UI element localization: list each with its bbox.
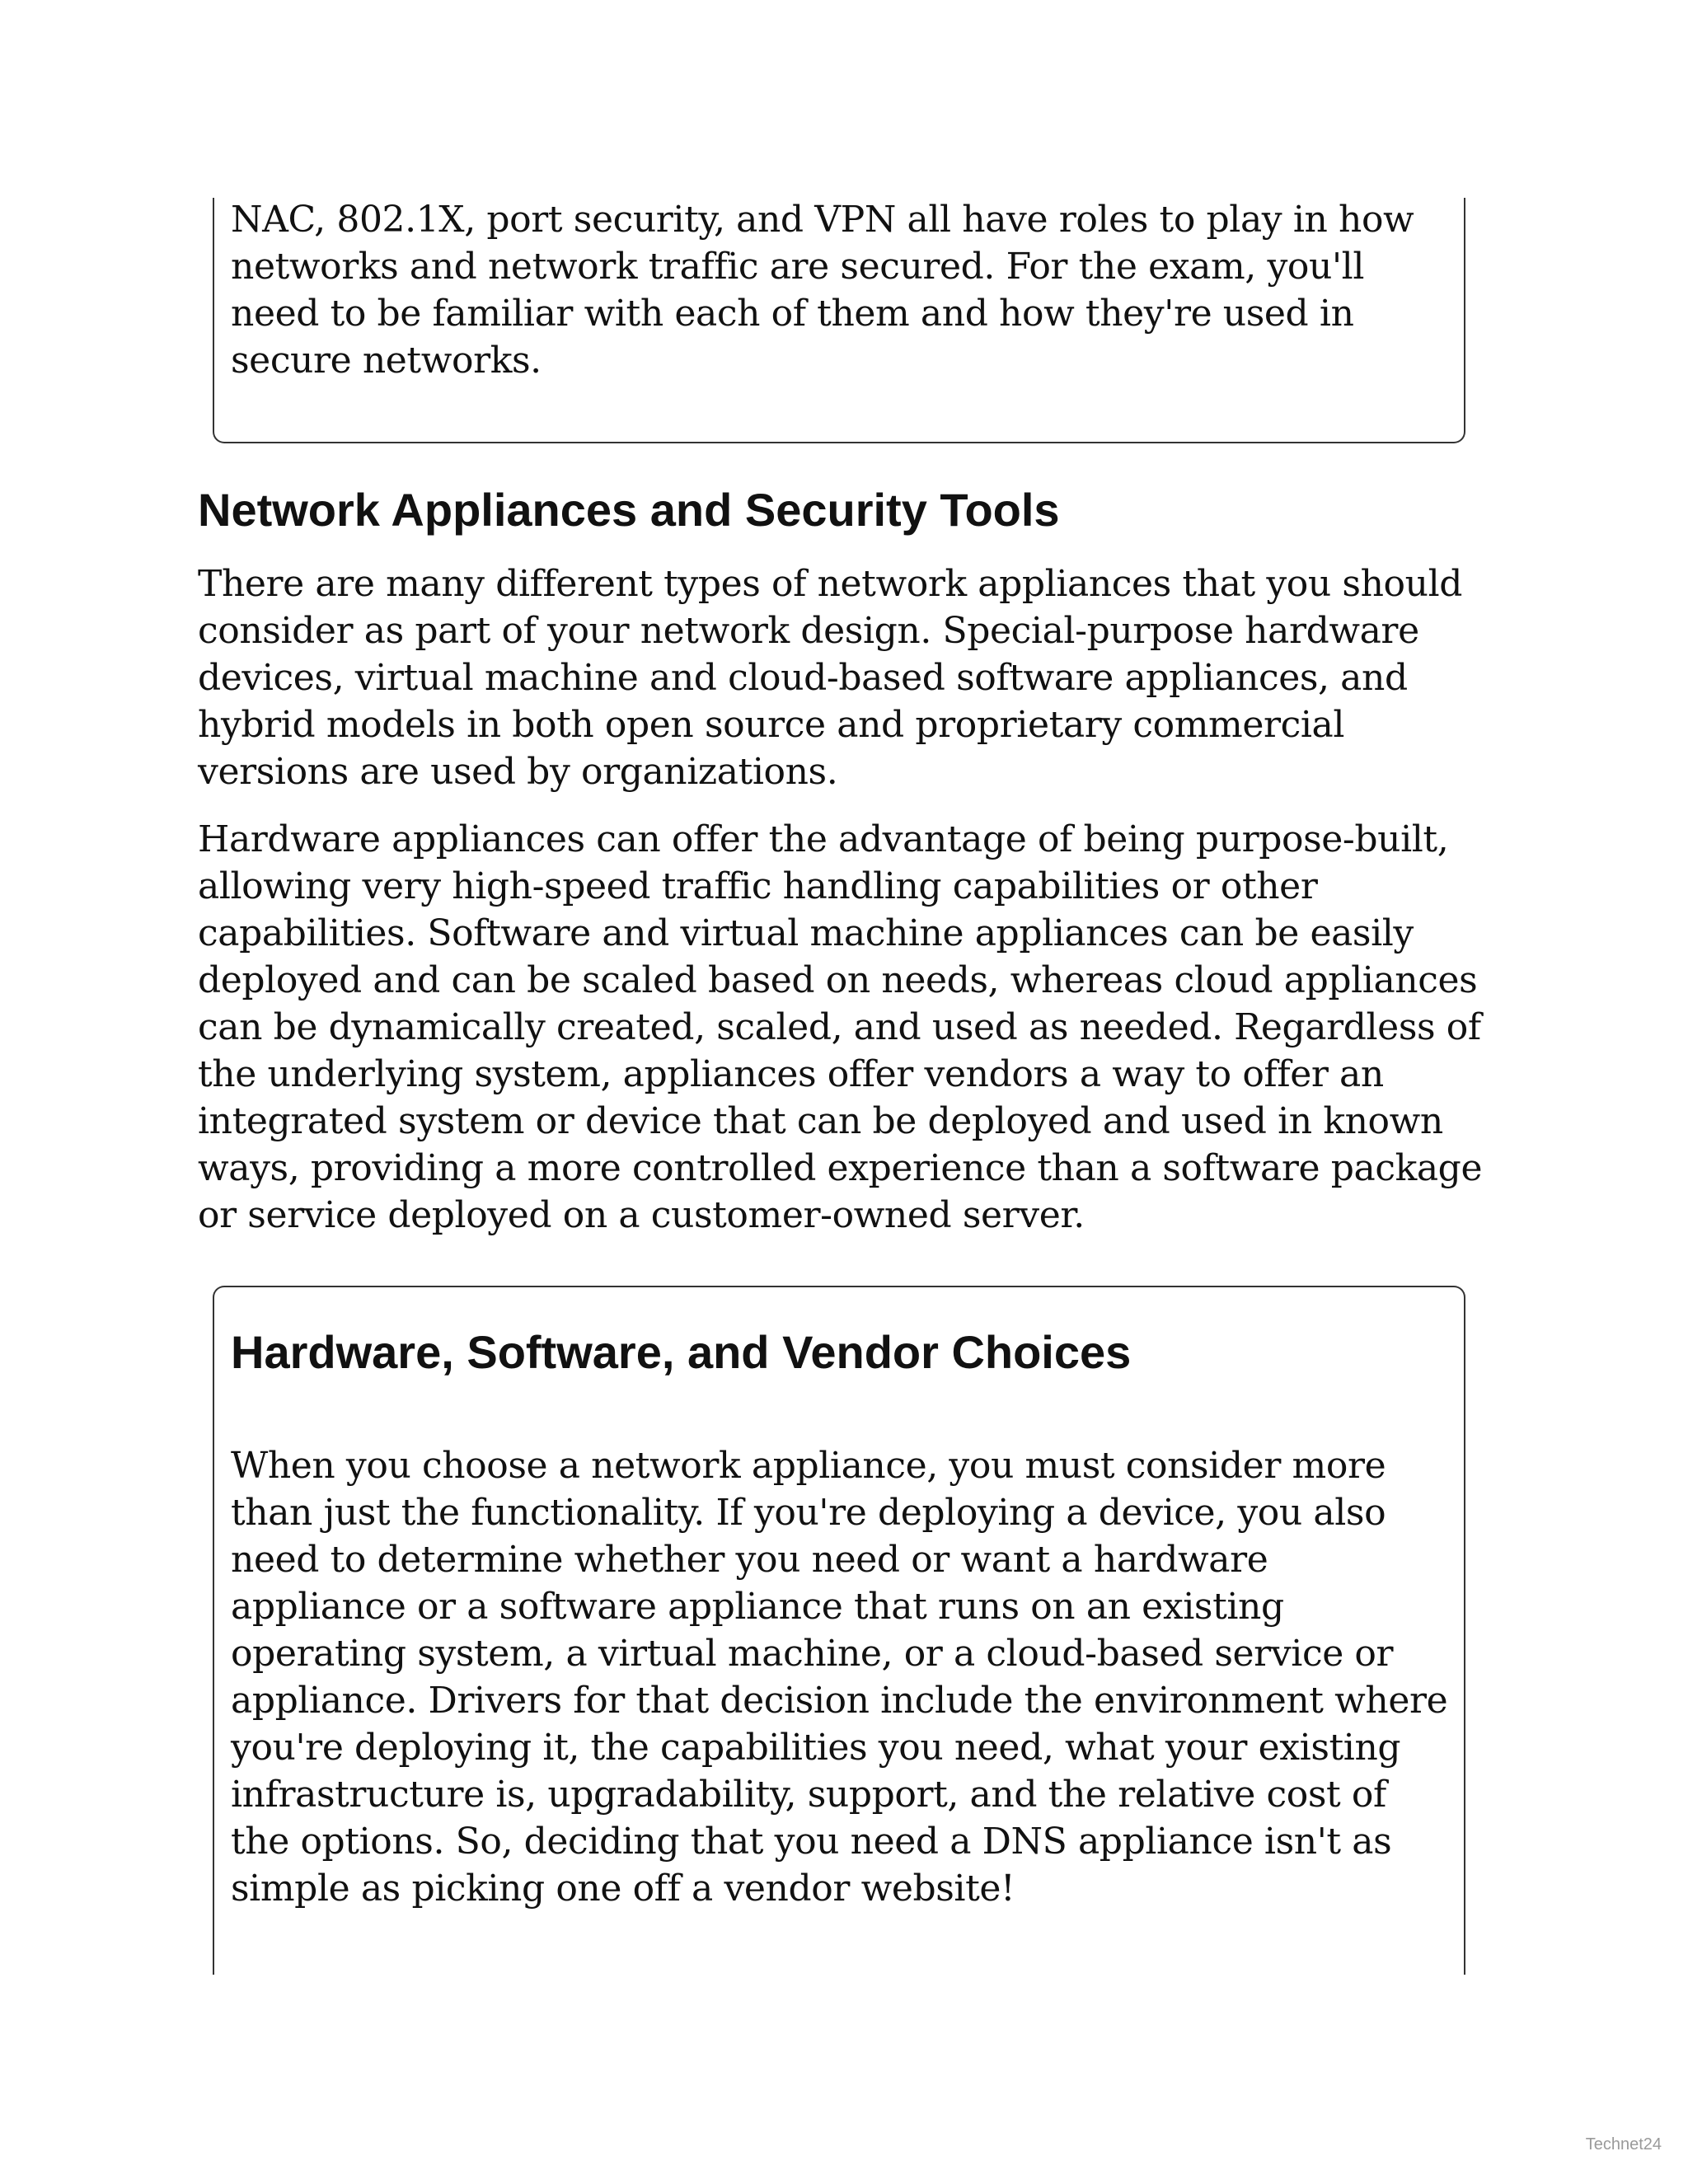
sidebar-title: Hardware, Software, and Vendor Choices (231, 1326, 1132, 1378)
body-paragraph-2: Hardware appliances can offer the advantage of being purpose-built, allowing very high-speed traffic handling capabilities or other capabilities. Software and virtual machine appliances can be easily deployed and can be scaled based on needs, whereas cloud appliances can be dynamically created, scaled, and used as needed. Regardless of the underlying system, appliances offer vendors a way to offer an integrated system or device that can be deployed and used in known ways, providing a more controlled experience than a software package or service deployed on a customer-owned server. (198, 818, 1483, 1236)
sidebar-box (213, 1286, 1465, 1975)
sidebar-box-continued (213, 198, 1465, 443)
body-paragraph-1: There are many different types of network appliances that you should consider as part of your network design. Special-purpose hardware devices, virtual machine and cloud-based software appliances, and hybrid models in both open source and proprietary commercial versions are used by organizations. (198, 563, 1463, 793)
footer-watermark: Technet24 (1585, 2135, 1662, 2154)
sidebar-continued-text: NAC, 802.1X, port security, and VPN all have roles to play in how networks and network traffic are secured. For the exam, you'll need to be familiar with each of them and how they're used in secure networks. (231, 199, 1414, 382)
section-heading: Network Appliances and Security Tools (198, 484, 1060, 536)
sidebar-text: When you choose a network appliance, you must consider more than just the functionality. If you're deploying a device, you also need to determine whether you need or want a hardware appliance or a software appliance that runs on an existing operating system, a virtual machine, or a cloud-based service or appliance. Drivers for that decision include the environment where you're deploying it, the capabilities you need, what your existing infrastructure is, upgradability, support, and the relative cost of the options. So, deciding that you need a DNS appliance isn't as simple as picking one off a vendor website! (231, 1445, 1448, 1910)
